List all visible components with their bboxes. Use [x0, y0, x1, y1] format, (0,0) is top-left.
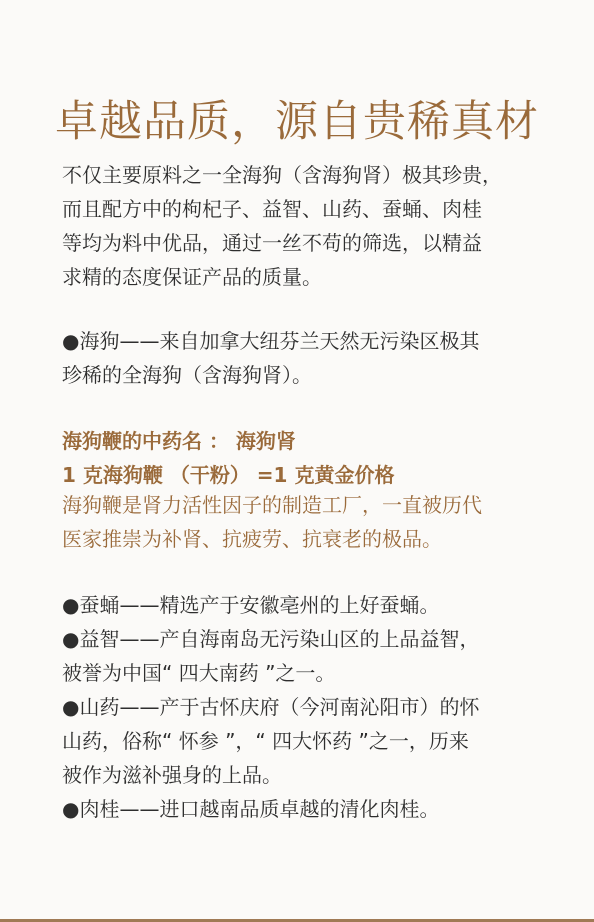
ingredient-list	[62, 588, 544, 826]
page-title: 卓越品质，源自贵稀真材	[55, 97, 539, 147]
seal-paragraph	[62, 324, 544, 392]
ingredient-line: ●益智——产自海南岛无污染山区的上品益智，	[62, 627, 480, 651]
ingredient-line: 山药，俗称“ 怀参 ”，“ 四大怀药 ”之一，历来	[62, 729, 469, 753]
ingredient-line: 被誉为中国“ 四大南药 ”之一。	[62, 661, 336, 685]
intro-paragraph	[62, 158, 544, 294]
highlight-description	[62, 488, 544, 556]
ingredient-line: 被作为滋补强身的上品。	[62, 763, 282, 787]
intro-line: 求精的态度保证产品的质量。	[62, 265, 322, 289]
highlight-desc-line: 医家推崇为补肾、抗疲劳、抗衰老的极品。	[62, 527, 442, 551]
intro-line: 而且配方中的枸杞子、益智、山药、蚕蛹、肉桂	[62, 197, 482, 221]
highlight-gold-line: 1 克海狗鞭 （干粉） =1 克黄金价格	[62, 463, 395, 487]
highlight-name-line: 海狗鞭的中药名 ： 海狗肾	[62, 429, 296, 453]
intro-line: 不仅主要原料之一全海狗（含海狗肾）极其珍贵，	[62, 163, 502, 187]
ingredient-line: ●蚕蛹——精选产于安徽亳州的上好蚕蛹。	[62, 593, 440, 617]
seal-line: ●海狗——来自加拿大纽芬兰天然无污染区极其	[62, 329, 480, 353]
ingredient-line: ●肉桂——进口越南品质卓越的清化肉桂。	[62, 797, 440, 821]
highlight-desc-line: 海狗鞭是肾力活性因子的制造工厂，一直被历代	[62, 493, 482, 517]
intro-line: 等均为料中优品，通过一丝不苟的筛选，以精益	[62, 231, 482, 255]
ingredient-line: ●山药——产于古怀庆府（今河南沁阳市）的怀	[62, 695, 480, 719]
seal-line: 珍稀的全海狗（含海狗肾）。	[62, 363, 312, 387]
